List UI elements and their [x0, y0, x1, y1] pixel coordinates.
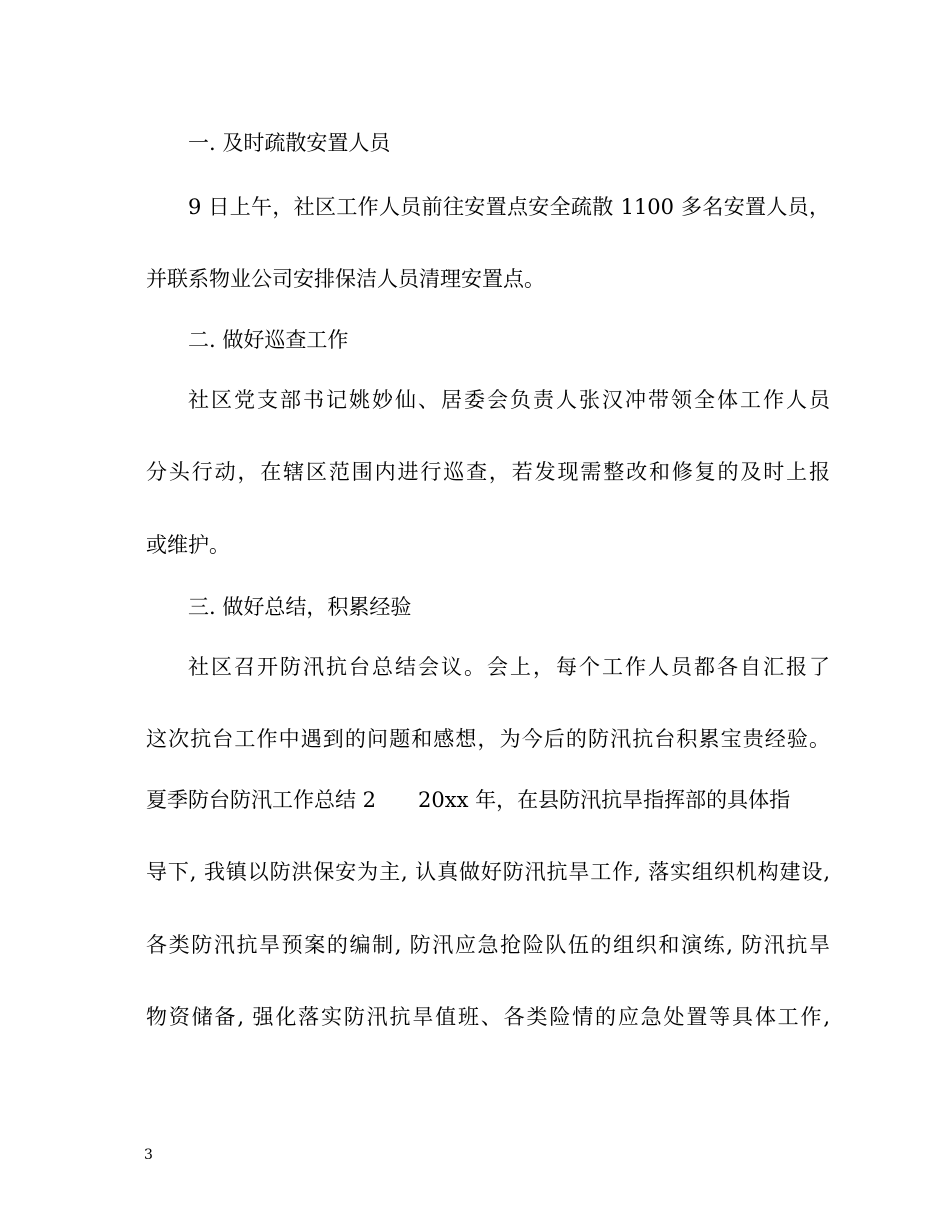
- paragraph-line: 物资储备, 强化落实防汛抗旱值班、各类险情的应急处置等具体工作,: [146, 1005, 830, 1029]
- paragraph-line: 或维护。: [146, 533, 230, 557]
- paragraph-line: 导下, 我镇以防洪保安为主, 认真做好防汛抗旱工作, 落实组织机构建设,: [146, 860, 830, 884]
- paragraph-line: 并联系物业公司安排保洁人员清理安置点。: [146, 267, 545, 291]
- section-heading-1: 一. 及时疏散安置人员: [188, 131, 391, 155]
- section-heading-3: 三. 做好总结，积累经验: [188, 595, 412, 619]
- paragraph-line: 这次抗台工作中遇到的问题和感想，为今后的防汛抗台积累宝贵经验。: [146, 727, 830, 751]
- paragraph-line: 9 日上午，社区工作人员前往安置点安全疏散 1100 多名安置人员，: [188, 195, 830, 219]
- paragraph-line: 分头行动，在辖区范围内进行巡查，若发现需整改和修复的及时上报: [146, 460, 830, 484]
- section-heading-2: 二. 做好巡查工作: [188, 328, 349, 352]
- paragraph-line: 各类防汛抗旱预案的编制, 防汛应急抢险队伍的组织和演练, 防汛抗旱: [146, 933, 830, 957]
- summary-heading-line: [146, 785, 830, 815]
- paragraph-line: 社区召开防汛抗台总结会议。会上，每个工作人员都各自汇报了: [188, 655, 830, 679]
- paragraph-line: 社区党支部书记姚妙仙、居委会负责人张汉冲带领全体工作人员: [188, 388, 830, 412]
- summary-title: 夏季防台防汛工作总结 2: [146, 788, 377, 812]
- page-number: 3: [144, 1147, 153, 1163]
- summary-intro-text: 20xx 年，在县防汛抗旱指挥部的具体指: [418, 788, 791, 812]
